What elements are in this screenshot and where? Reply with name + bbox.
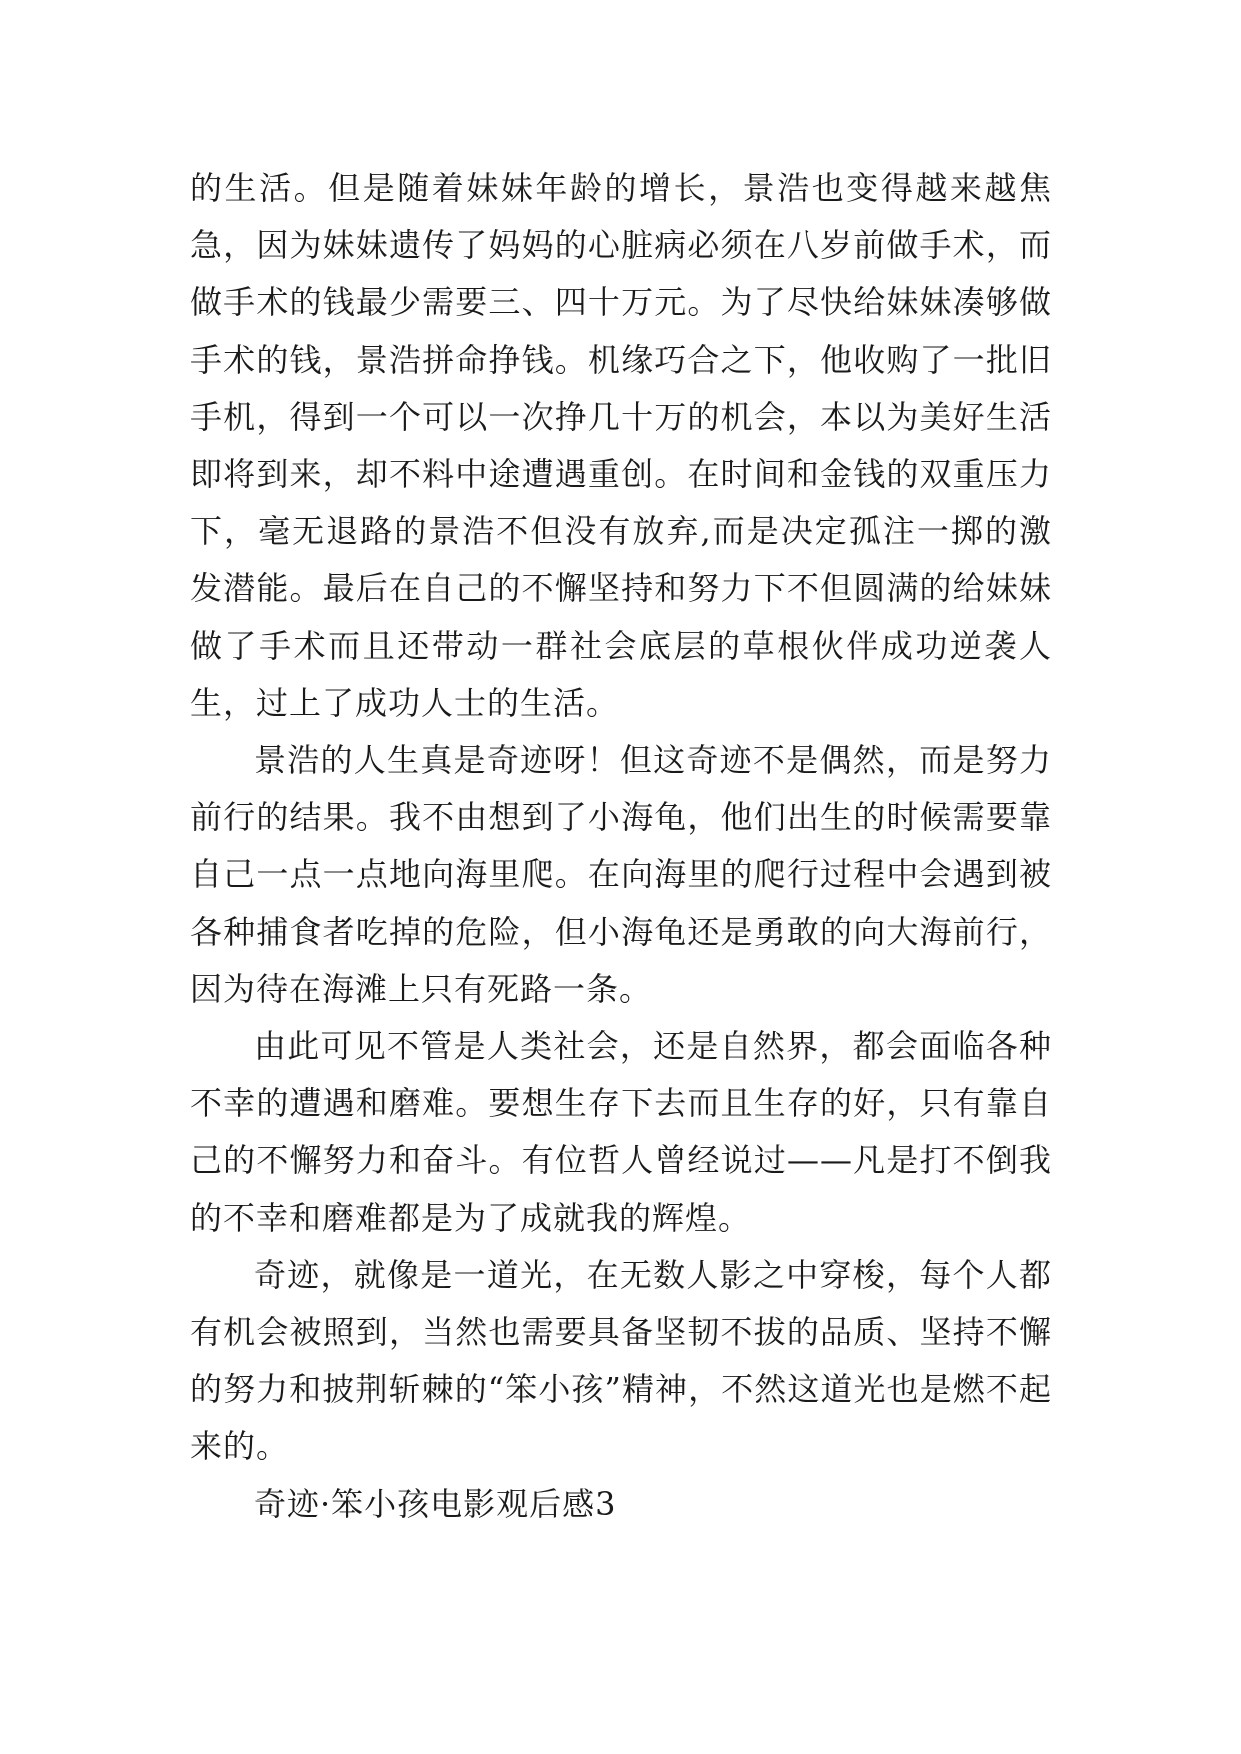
paragraph-continuation: 的生活。但是随着妹妹年龄的增长，景浩也变得越来越焦急，因为妹妹遗传了妈妈的心脏病必须在八岁前做手术，而做手术的钱最少需要三、四十万元。为了尽快给妹妹凑够做手术的钱，景浩拼命挣钱。机缘巧合之下，他收购了一批旧手机，得到一个可以一次挣几十万的机会，本以为美好生活即将到来，却不料中途遭遇重创。在时间和金钱的双重压力下，毫无退路的景浩不但没有放弃,而是决定孤注一掷的激发潜能。最后在自己的不懈坚持和努力下不但圆满的给妹妹做了手术而且还带动一群社会底层的草根伙伴成功逆袭人生，过上了成功人士的生活。	[190, 169, 1052, 722]
paragraph-society-nature: 由此可见不管是人类社会，还是自然界，都会面临各种不幸的遭遇和磨难。要想生存下去而且生存的好，只有靠自己的不懈努力和奋斗。有位哲人曾经说过——凡是打不倒我的不幸和磨难都是为了成就我的辉煌。	[190, 1027, 1052, 1237]
paragraph-miracle-light: 奇迹，就像是一道光，在无数人影之中穿梭，每个人都有机会被照到，当然也需要具备坚韧不拔的品质、坚持不懈的努力和披荆斩棘的“笨小孩”精神，不然这道光也是燃不起来的。	[190, 1255, 1052, 1466]
document-body	[190, 160, 1052, 1533]
section-heading: 奇迹·笨小孩电影观后感3	[254, 1484, 617, 1523]
paragraph-miracle-effort: 景浩的人生真是奇迹呀！但这奇迹不是偶然，而是努力前行的结果。我不由想到了小海龟，他们出生的时候需要靠自己一点一点地向海里爬。在向海里的爬行过程中会遇到被各种捕食者吃掉的危险，但小海龟还是勇敢的向大海前行，因为待在海滩上只有死路一条。	[190, 741, 1052, 1008]
